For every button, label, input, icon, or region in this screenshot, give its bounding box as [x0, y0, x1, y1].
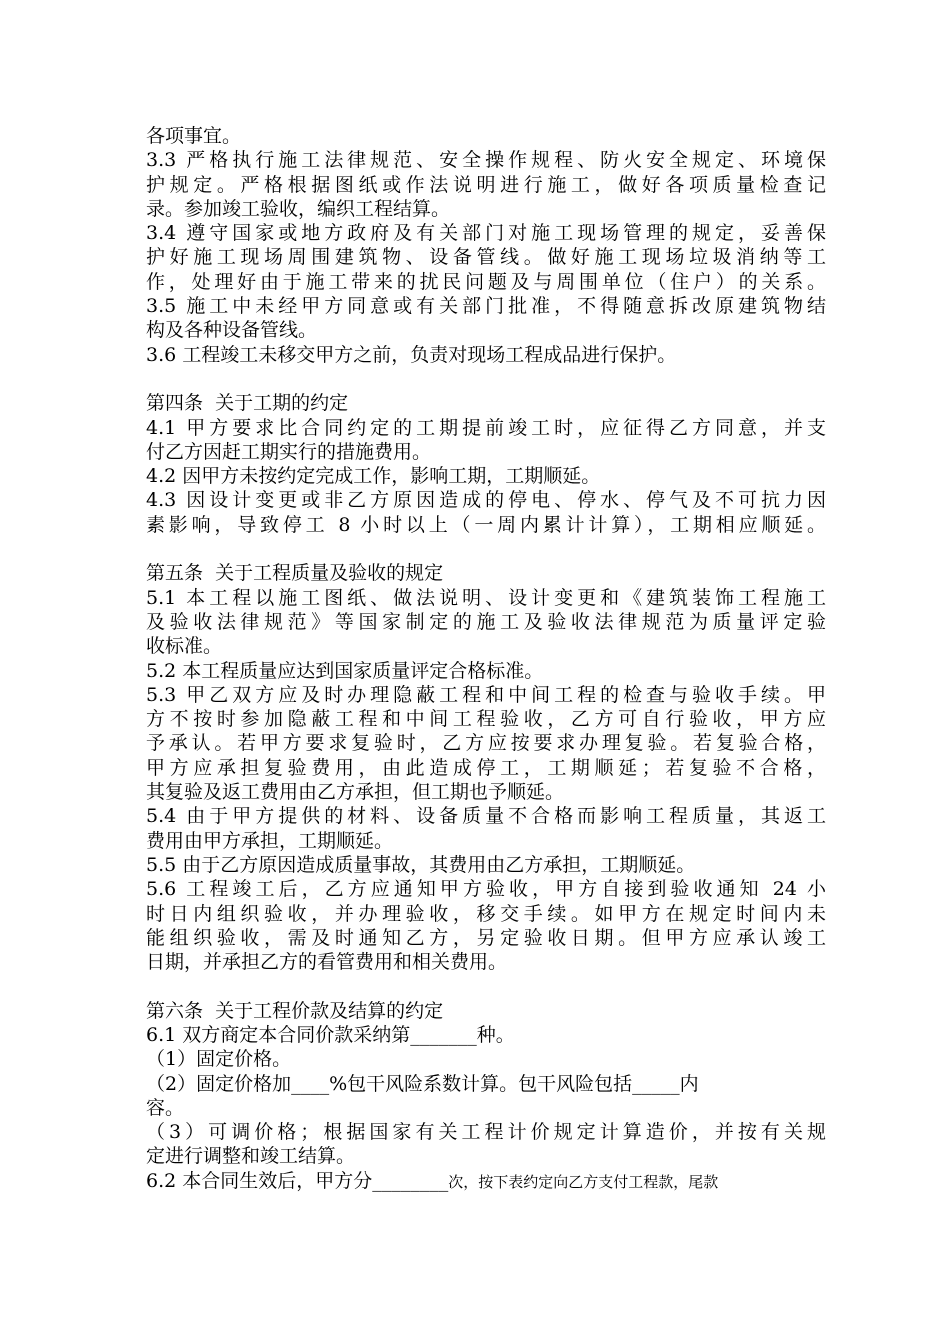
paragraph-line: 5.1 本工程以施工图纸、做法说明、设计变更和《建筑装饰工程施工: [146, 586, 826, 609]
paragraph-line: 3.5 施工中未经甲方同意或有关部门批准，不得随意拆改原建筑物结: [146, 295, 826, 318]
paragraph-line: 甲方应承担复验费用，由此造成停工，工期顺延；若复验不合格，: [146, 756, 826, 779]
paragraph-line: 5.3 甲乙双方应及时办理隐蔽工程和中间工程的检查与验收手续。甲: [146, 683, 826, 706]
payment-clause-main: 6.2 本合同生效后，甲方分________: [146, 1169, 449, 1192]
paragraph-line: 6.1 双方商定本合同价款采纳第_______种。: [146, 1023, 515, 1046]
paragraph-line: 收标准。: [146, 635, 223, 658]
section-heading: 第四条 关于工期的约定: [146, 392, 349, 415]
paragraph-line: 作，处理好由于施工带来的扰民问题及与周围单位（住户）的关系。: [146, 270, 826, 293]
paragraph-line: 构及各种设备管线。: [146, 319, 318, 342]
blank-line: [146, 974, 826, 998]
paragraph-line: 予承认。若甲方要求复验时，乙方应按要求办理复验。若复验合格，: [146, 732, 826, 755]
blank-line: [146, 537, 826, 561]
paragraph-line: 5.4 由于甲方提供的材料、设备质量不合格而影响工程质量，其返工: [146, 805, 826, 828]
paragraph-line: 3.3 严格执行施工法律规范、安全操作规程、防火安全规定、环境保: [146, 149, 826, 172]
paragraph-line: 方不按时参加隐蔽工程和中间工程验收，乙方可自行验收，甲方应: [146, 708, 826, 731]
paragraph-line: 容。: [146, 1096, 185, 1119]
section-heading: 第六条 关于工程价款及结算的约定: [146, 999, 444, 1022]
paragraph-line: 定进行调整和竣工结算。: [146, 1145, 356, 1168]
paragraph-line: 5.5 由于乙方原因造成质量事故，其费用由乙方承担，工期顺延。: [146, 853, 696, 876]
paragraph-line: 护规定。严格根据图纸或作法说明进行施工，做好各项质量检查记: [146, 173, 826, 196]
paragraph-line: 及验收法律规范》等国家制定的施工及验收法律规范为质量评定验: [146, 610, 826, 633]
paragraph-line: 各项事宜。: [146, 125, 242, 147]
paragraph-line: 能组织验收，需及时通知乙方，另定验收日期。但甲方应承认竣工: [146, 926, 826, 949]
paragraph-line: 付乙方因赶工期实行的措施费用。: [146, 440, 432, 463]
paragraph-line: 费用由甲方承担，工期顺延。: [146, 829, 394, 852]
paragraph-line: 录。参加竣工验收，编织工程结算。: [146, 197, 451, 220]
paragraph-line: 5.2 本工程质量应达到国家质量评定合格标准。: [146, 659, 544, 682]
paragraph-line: 护好施工现场周围建筑物、设备管线。做好施工现场垃圾消纳等工: [146, 246, 826, 269]
document-body: [146, 124, 826, 1193]
paragraph-line: 4.3 因设计变更或非乙方原因造成的停电、停水、停气及不可抗力因: [146, 489, 826, 512]
paragraph-line: 4.1 甲方要求比合同约定的工期提前竣工时，应征得乙方同意，并支: [146, 416, 826, 439]
paragraph-line: 3.6 工程竣工未移交甲方之前，负责对现场工程成品进行保护。: [146, 343, 677, 366]
paragraph-line: 5.6 工程竣工后，乙方应通知甲方验收，甲方自接到验收通知 24 小: [146, 878, 826, 901]
payment-clause-line: [146, 1169, 826, 1193]
paragraph-line: 3.4 遵守国家或地方政府及有关部门对施工现场管理的规定，妥善保: [146, 222, 826, 245]
paragraph-lines: [146, 124, 826, 1169]
paragraph-line: （1）固定价格。: [146, 1048, 292, 1071]
paragraph-line: 日期，并承担乙方的看管费用和相关费用。: [146, 951, 508, 974]
paragraph-line: 时日内组织验收，并办理验收，移交手续。如甲方在规定时间内未: [146, 902, 826, 925]
paragraph-line: 其复验及返工费用由乙方承担，但工期也予顺延。: [146, 781, 565, 804]
section-heading: 第五条 关于工程质量及验收的规定: [146, 562, 444, 585]
blank-line: [146, 367, 826, 391]
paragraph-line: 4.2 因甲方未按约定完成工作，影响工期，工期顺延。: [146, 465, 601, 488]
paragraph-line: （2）固定价格加____%包干风险系数计算。包干风险包括_____内: [146, 1072, 699, 1095]
payment-clause-small: 次，按下表约定向乙方支付工程款，尾款: [448, 1172, 719, 1191]
paragraph-line: （3）可调价格；根据国家有关工程计价规定计算造价，并按有关规: [146, 1121, 826, 1144]
paragraph-line: 素影响，导致停工 8 小时以上（一周内累计计算），工期相应顺延。: [146, 513, 826, 536]
